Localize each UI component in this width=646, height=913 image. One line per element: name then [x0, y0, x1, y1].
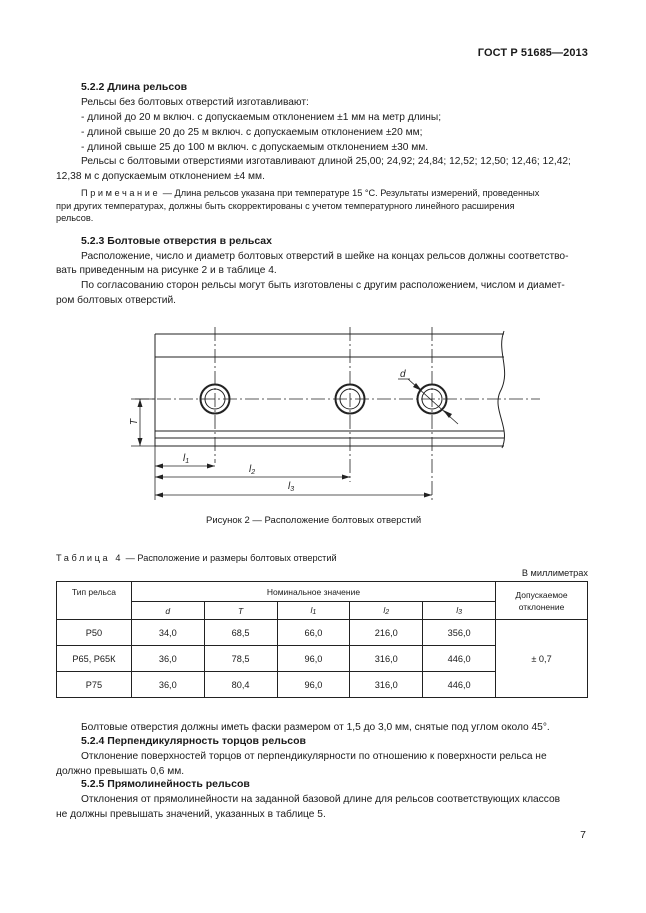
dim-arrow: [342, 475, 350, 480]
header-nominal: Номинальное значение: [131, 582, 495, 602]
document-header: ГОСТ Р 51685—2013: [477, 47, 588, 59]
table-label: Таблица 4: [56, 553, 124, 563]
dim-arrow: [155, 464, 163, 469]
dim-arrow: [155, 475, 163, 480]
dim-arrow: [138, 399, 143, 407]
cell-l2: 316,0: [350, 672, 423, 698]
cell-l3: 356,0: [423, 620, 496, 646]
header-rail-type: Тип рельса: [57, 582, 132, 620]
cell-l1: 96,0: [277, 672, 350, 698]
page-number: 7: [580, 829, 586, 841]
cell-type: Р65, Р65К: [57, 646, 132, 672]
cell-d: 36,0: [131, 672, 204, 698]
paragraph: Отклонения от прямолинейности на заданной базовой длине для рельсов соответствующих классов: [81, 794, 561, 805]
cell-tolerance: ± 0,7: [496, 620, 588, 698]
section-5-2-5-title: 5.2.5 Прямолинейность рельсов: [81, 778, 250, 790]
paragraph: должно превышать 0,6 мм.: [56, 766, 185, 777]
cell-l1: 66,0: [277, 620, 350, 646]
header-l1: l1: [277, 602, 350, 620]
note-line: рельсов.: [56, 213, 94, 223]
paragraph: Отклонение поверхностей торцов от перпендикулярности по отношению к поверхности рельса не: [81, 751, 547, 762]
header-d: d: [131, 602, 204, 620]
label-l3: $l_3$: [288, 481, 295, 493]
cell-d: 34,0: [131, 620, 204, 646]
note-label: Примечание: [81, 188, 161, 198]
paragraph: По согласованию сторон рельсы могут быть изготовлены с другим расположением, числом и диамет-: [81, 280, 565, 291]
paragraph: Рельсы с болтовыми отверстиями изготавливают длиной 25,00; 24,92; 24,84; 12,52; 12,50; 12,46; 12,42;: [81, 156, 571, 167]
label-d: d: [400, 369, 406, 380]
cell-T: 80,4: [204, 672, 277, 698]
cell-T: 78,5: [204, 646, 277, 672]
table-4: [56, 581, 588, 698]
label-l2: $l_2$: [249, 464, 256, 476]
label-l1: $l_1$: [183, 453, 190, 465]
cell-l3: 446,0: [423, 672, 496, 698]
section-5-2-4-title: 5.2.4 Перпендикулярность торцов рельсов: [81, 735, 307, 747]
list-item: - длиной свыше 20 до 25 м включ. с допускаемым отклонением ±20 мм;: [81, 127, 423, 138]
paragraph: не должны превышать значений, указанных в таблице 5.: [56, 809, 326, 820]
section-5-2-2-title: 5.2.2 Длина рельсов: [81, 81, 188, 93]
label-T: T: [129, 418, 140, 425]
note-line: Примечание — Длина рельсов указана при температуре 15 °С. Результаты измерений, проведенных: [81, 188, 540, 198]
cell-l2: 316,0: [350, 646, 423, 672]
dim-arrow: [207, 464, 215, 469]
cell-type: Р75: [57, 672, 132, 698]
paragraph: ром болтовых отверстий.: [56, 295, 176, 306]
paragraph: вать приведенным на рисунке 2 и в таблице 4.: [56, 265, 277, 276]
header-l3: l3: [423, 602, 496, 620]
table-units: В миллиметрах: [521, 568, 588, 578]
list-item: - длиной до 20 м включ. с допускаемым отклонением ±1 мм на метр длины;: [81, 112, 442, 123]
paragraph: Рельсы без болтовых отверстий изготавливают:: [81, 97, 309, 108]
figure-caption: Рисунок 2 — Расположение болтовых отверстий: [206, 515, 422, 526]
header-T: T: [204, 602, 277, 620]
table-row: [57, 620, 588, 646]
paragraph: Болтовые отверстия должны иметь фаски размером от 1,5 до 3,0 мм, снятые под углом около 45°.: [81, 722, 550, 733]
paragraph: Расположение, число и диаметр болтовых отверстий в шейке на концах рельсов должны соответство-: [81, 251, 569, 262]
dim-arrow: [138, 438, 143, 446]
cell-T: 68,5: [204, 620, 277, 646]
table-title: Таблица 4 — Расположение и размеры болтовых отверстий: [56, 553, 337, 563]
cell-l2: 216,0: [350, 620, 423, 646]
list-item: - длиной свыше 25 до 100 м включ. с допускаемым отклонением ±30 мм.: [81, 142, 429, 153]
cell-l3: 446,0: [423, 646, 496, 672]
dim-arrow: [424, 493, 432, 498]
cell-d: 36,0: [131, 646, 204, 672]
cell-type: Р50: [57, 620, 132, 646]
section-5-2-3-title: 5.2.3 Болтовые отверстия в рельсах: [81, 235, 272, 247]
dim-arrow: [155, 493, 163, 498]
break-line: [498, 331, 505, 448]
dim-arrow: [443, 410, 452, 418]
note-line: при других температурах, должны быть скорректированы с учетом температурного линейного расширения: [56, 201, 515, 211]
cell-l1: 96,0: [277, 646, 350, 672]
header-l2: l2: [350, 602, 423, 620]
header-tolerance: Допускаемое отклонение: [496, 582, 588, 620]
paragraph: 12,38 м с допускаемым отклонением ±4 мм.: [56, 171, 265, 182]
